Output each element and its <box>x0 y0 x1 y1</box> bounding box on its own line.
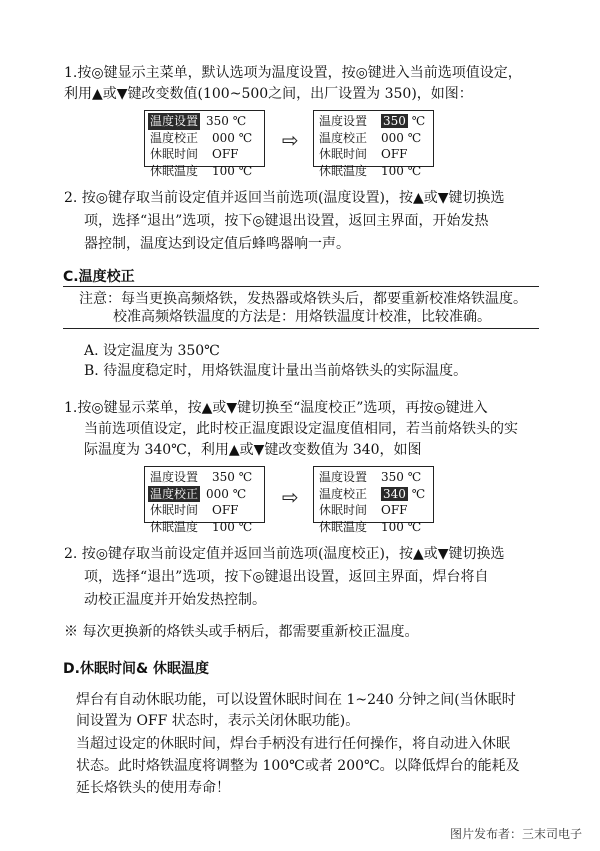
menu-row <box>319 163 433 180</box>
menu-value <box>381 113 429 130</box>
menu-value: 000 ℃ <box>206 486 247 501</box>
menu-value: 100 ℃ <box>212 519 253 534</box>
sc-step2-line2: 项，选择“退出”选项，按下◎键退出设置，返回主界面，焊台将自 <box>84 569 489 585</box>
menu-row <box>319 146 433 163</box>
menu-label: 休眠温度 <box>319 163 368 178</box>
menu-label: 休眠时间 <box>150 503 199 517</box>
menu-value: 000 ℃ <box>212 130 253 145</box>
menu-value: OFF <box>212 503 239 517</box>
sc-item-a: A. 设定温度为 350℃ <box>84 343 220 359</box>
menu-value: OFF <box>381 147 408 161</box>
right-arrow-icon: ⇨ <box>282 128 299 152</box>
menu-row <box>319 113 433 130</box>
menu-value: 350 ℃ <box>381 470 422 484</box>
sc-step1-line2: 当前选项值设定，此时校正温度跟设定温度值相同，若当前烙铁头的实 <box>84 421 518 437</box>
sd-para1-line1: 焊台有自动休眠功能，可以设置休眠时间在 1~240 分钟之间(当休眠时 <box>76 692 516 708</box>
menu-label: 温度设置 <box>319 114 368 128</box>
menu-label: 休眠温度 <box>150 519 199 534</box>
sc-footnote: ※ 每次更换新的烙铁头或手柄后，都需要重新校正温度。 <box>64 624 419 640</box>
menu-value: 100 ℃ <box>381 163 422 178</box>
menu-value: OFF <box>381 503 408 517</box>
sc-item-b: B. 待温度稳定时，用烙铁温度计量出当前烙铁头的实际温度。 <box>84 363 468 379</box>
menu-value-highlight: 340 <box>383 486 406 501</box>
menu-value: 100 ℃ <box>212 163 253 178</box>
section-c-title: C.温度校正 <box>63 269 135 285</box>
menu-label: 休眠时间 <box>150 147 199 161</box>
menu-row <box>150 130 264 147</box>
sd-para2-line2: 状态。此时烙铁温度将调整为 100℃或者 200℃。以降低焊台的能耗及 <box>76 758 520 774</box>
menu-row <box>150 486 264 503</box>
menu-value <box>381 486 429 503</box>
menu-row <box>319 519 433 536</box>
right-arrow-icon: ⇨ <box>282 485 299 509</box>
menu-temp-calibration-after <box>313 466 434 534</box>
sc-step2-line3: 动校正温度并开始发热控制。 <box>84 592 266 608</box>
menu-row <box>150 163 264 180</box>
sd-para1-line2: 间设置为 OFF 状态时，表示关闭休眠功能)。 <box>76 713 360 729</box>
sc-note-line2: 校准高频烙铁温度的方法是：用烙铁温度计校准，比较准确。 <box>113 309 491 325</box>
menu-value: 100 ℃ <box>381 519 422 534</box>
menu-label: 温度校正 <box>319 486 368 501</box>
menu-temp-setting-after <box>313 110 434 178</box>
menu-value-unit: ℃ <box>411 114 426 128</box>
menu-temp-calibration-before <box>144 466 265 534</box>
menu-label: 休眠温度 <box>319 519 368 534</box>
sb-step2-line1: 2. 按◎键存取当前设定值并返回当前选项(温度设置)，按▲或▼键切换选 <box>64 190 505 206</box>
sb-step2-line3: 器控制，温度达到设定值后蜂鸣器响一声。 <box>84 236 350 252</box>
watermark-text: 图片发布者：三末司电子 <box>449 827 582 841</box>
menu-row <box>319 502 433 519</box>
section-d-title: D.休眠时间& 休眠温度 <box>63 661 210 677</box>
menu-value: 350 ℃ <box>212 470 253 484</box>
sc-step2-line1: 2. 按◎键存取当前设定值并返回当前选项(温度校正)，按▲或▼键切换选 <box>64 546 505 562</box>
menu-row <box>319 486 433 503</box>
menu-label: 休眠温度 <box>150 163 199 178</box>
sb-step1-line2: 利用▲或▼键改变数值(100~500之间，出厂设置为 350)，如图： <box>64 86 473 102</box>
menu-temp-setting-before <box>144 110 265 178</box>
menu-row <box>319 130 433 147</box>
menu-row <box>319 469 433 486</box>
sc-step1-line1: 1.按◎键显示菜单，按▲或▼键切换至“温度校正”选项，再按◎键进入 <box>64 400 488 416</box>
menu-row <box>150 146 264 163</box>
menu-row <box>150 519 264 536</box>
menu-value: 350 ℃ <box>206 114 247 128</box>
sc-step1-line3: 际温度为 340℃，利用▲或▼键改变数值为 340，如图 <box>84 442 422 458</box>
sc-note-line1: 注意：每当更换高频烙铁，发热器或烙铁头后，都要重新校准烙铁温度。 <box>79 291 527 307</box>
menu-row <box>150 113 264 130</box>
sd-para2-line3: 延长烙铁头的使用寿命！ <box>76 780 230 796</box>
sd-para2-line1: 当超过设定的休眠时间，焊台手柄没有进行任何操作，将自动进入休眠 <box>76 736 510 752</box>
section-c-rule-bottom <box>63 328 539 329</box>
menu-value: OFF <box>212 147 239 161</box>
sb-step1-line1: 1.按◎键显示主菜单，默认选项为温度设置，按◎键进入当前选项值设定， <box>64 65 522 81</box>
menu-label: 温度设置 <box>319 470 368 484</box>
menu-label: 温度校正 <box>150 130 199 145</box>
menu-label: 休眠时间 <box>319 503 368 517</box>
menu-value: 000 ℃ <box>381 130 422 145</box>
section-c-rule-top <box>63 286 539 287</box>
menu-value-unit: ℃ <box>411 486 426 501</box>
menu-label: 温度设置 <box>150 114 199 128</box>
menu-row <box>150 502 264 519</box>
menu-label: 休眠时间 <box>319 147 368 161</box>
menu-label: 温度设置 <box>150 470 199 484</box>
sb-step2-line2: 项，选择“退出”选项，按下◎键退出设置，返回主界面，开始发热 <box>84 213 489 229</box>
menu-label: 温度校正 <box>150 486 199 501</box>
menu-row <box>150 469 264 486</box>
menu-value-highlight: 350 <box>383 114 406 128</box>
menu-label: 温度校正 <box>319 130 368 145</box>
